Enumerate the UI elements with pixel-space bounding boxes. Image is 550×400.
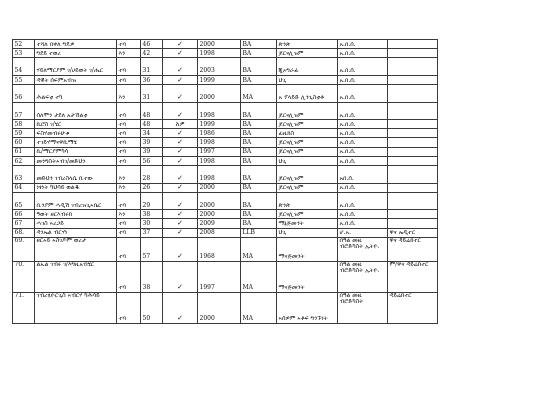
mark-text: አዎ xyxy=(175,119,185,128)
row-number: 52 xyxy=(13,40,35,49)
table-row xyxy=(13,183,438,192)
field-of-study: ጆርናሊዝም xyxy=(277,183,338,192)
employee-name: ገብረፂዮርጊስ ኣብርሃ ካሕሳይ xyxy=(35,292,117,323)
check-mark xyxy=(163,219,198,228)
row-number: 66 xyxy=(13,210,35,219)
age-cell: 39 xyxy=(141,147,163,156)
sex-cell: እን xyxy=(117,210,141,219)
table-row xyxy=(13,147,438,156)
institution-cell: አ.በ.ሰ. xyxy=(338,192,388,210)
check-icon: ✓ xyxy=(177,252,183,261)
check-mark xyxy=(163,49,198,58)
age-cell: 31 xyxy=(141,58,163,76)
sex-cell: ተባ xyxy=(117,237,141,261)
sex-cell: እን xyxy=(117,85,141,103)
degree-cell: MA xyxy=(241,292,277,323)
table-row xyxy=(13,58,438,76)
sex-cell: ተባ xyxy=(117,192,141,210)
sex-cell: እን xyxy=(117,166,141,184)
sex-cell: እን xyxy=(117,183,141,192)
check-icon: ✓ xyxy=(177,219,183,228)
employee-name: ኪሮስ ገ/ሄር xyxy=(35,120,117,129)
institution-cell: አ.በ.ሰ. xyxy=(338,120,388,129)
table-row xyxy=(13,228,438,237)
table-row xyxy=(13,49,438,58)
sex-cell: ተባ xyxy=(117,58,141,76)
sex-cell: ተባ xyxy=(117,129,141,138)
employee-name: ሃይለማርያም ገ/ሀይወት ገ/ሔር xyxy=(35,58,117,76)
field-of-study: ጆርናሊዝም xyxy=(277,138,338,147)
row-number: 53 xyxy=(13,49,35,58)
position-cell xyxy=(388,156,438,165)
employee-name: ሕልፍቲ ተካ xyxy=(35,85,117,103)
position-cell: ዋና ዳይሬክተር xyxy=(388,237,438,261)
check-mark xyxy=(163,147,198,156)
row-number: 60 xyxy=(13,138,35,147)
year-cell: 2000 xyxy=(198,210,241,219)
employee-name: ግደይ ተወረ xyxy=(35,49,117,58)
year-cell: 1999 xyxy=(198,120,241,129)
table-row xyxy=(13,237,438,261)
check-icon: ✓ xyxy=(177,314,183,323)
row-number: 69. xyxy=(13,237,35,261)
degree-cell: BA xyxy=(241,129,277,138)
age-cell: 36 xyxy=(141,75,163,84)
position-cell xyxy=(388,219,438,228)
sex-cell: ተባ xyxy=(117,147,141,156)
field-of-study: ጆርናሊዝም xyxy=(277,120,338,129)
employee-name: መድህን ገብረስላሴ ቢተው xyxy=(35,166,117,184)
year-cell: 1997 xyxy=(198,261,241,292)
row-number: 68. xyxy=(13,228,35,237)
employee-name: ሓገስ ኣረጋይ xyxy=(35,219,117,228)
year-cell: 1999 xyxy=(198,75,241,84)
sex-cell: ተባ xyxy=(117,138,141,147)
age-cell: 39 xyxy=(141,138,163,147)
employee-name: ዳንኤል ብርሃነ xyxy=(35,228,117,237)
employee-name: ዳዊት ሰፍምአብዝ xyxy=(35,75,117,84)
institution-cell: አ.በ.ሰ. xyxy=(338,40,388,49)
age-cell: 34 xyxy=(141,129,163,138)
employee-name: ዘርኣይ ኣስገዶም ወረታ xyxy=(35,237,117,261)
field-of-study: ጂኦግራፊ xyxy=(277,58,338,76)
institution-cell: አ.በ.ሰ. xyxy=(338,102,388,120)
institution-cell: አ.በ.ሰ. xyxy=(338,49,388,58)
degree-cell: BA xyxy=(241,75,277,84)
sex-cell: እን xyxy=(117,49,141,58)
field-of-study: ጆርናሊዝም xyxy=(277,102,338,120)
degree-cell: MA xyxy=(241,261,277,292)
row-number: 57 xyxy=(13,102,35,120)
field-of-study: ህጊ xyxy=(277,228,338,237)
row-number: 58 xyxy=(13,120,35,129)
year-cell: 1997 xyxy=(198,147,241,156)
table-row xyxy=(13,292,438,323)
institution-cell: በዓል መዚ ብሮድካስት ኢትዮ. xyxy=(338,237,388,261)
position-cell xyxy=(388,210,438,219)
row-number: 71. xyxy=(13,292,35,323)
check-mark xyxy=(163,40,198,49)
year-cell: 1998 xyxy=(198,49,241,58)
age-cell: 37 xyxy=(141,228,163,237)
sex-cell: ተባ xyxy=(117,292,141,323)
check-icon: ✓ xyxy=(177,283,183,292)
age-cell: 48 xyxy=(141,120,163,129)
table-row xyxy=(13,219,438,228)
year-cell: 2000 xyxy=(198,292,241,323)
employee-name: ዓወት ዘርእብሩክ xyxy=(35,210,117,219)
sex-cell: ተባ xyxy=(117,219,141,228)
check-mark xyxy=(163,120,198,129)
position-cell: ዳይሬክተር xyxy=(388,292,438,323)
employee-name: ተገይሃማናዋኪማሄ xyxy=(35,138,117,147)
row-number: 54 xyxy=(13,58,35,76)
position-cell xyxy=(388,40,438,49)
field-of-study: ጽንጽ xyxy=(277,192,338,210)
institution-cell: አ.በ.ሰ. xyxy=(338,129,388,138)
position-cell xyxy=(388,102,438,120)
row-number: 61 xyxy=(13,147,35,156)
age-cell: 29 xyxy=(141,192,163,210)
check-mark xyxy=(163,237,198,261)
year-cell: 1998 xyxy=(198,138,241,147)
check-icon: ✓ xyxy=(177,183,183,192)
check-icon: ✓ xyxy=(177,48,183,57)
position-cell xyxy=(388,85,438,103)
check-mark xyxy=(163,183,198,192)
check-icon: ✓ xyxy=(177,138,183,147)
position-cell xyxy=(388,166,438,184)
degree-cell: MA xyxy=(241,85,277,103)
position-cell xyxy=(388,183,438,192)
row-number: 70. xyxy=(13,261,35,292)
employee-name: መንግስትኣብገ/መድህን xyxy=(35,156,117,165)
year-cell: 2000 xyxy=(198,183,241,192)
position-cell xyxy=(388,75,438,84)
age-cell: 56 xyxy=(141,156,163,165)
sex-cell: ተባ xyxy=(117,40,141,49)
field-of-study: ጽንጽ xyxy=(277,40,338,49)
employee-name: ነፃነት ካህሳይ ወልዱ xyxy=(35,183,117,192)
employee-name: ተሻለ በቀለ ግዴዎ xyxy=(35,40,117,49)
row-number: 59 xyxy=(13,129,35,138)
sex-cell: ተባ xyxy=(117,228,141,237)
degree-cell: BA xyxy=(241,120,277,129)
age-cell: 38 xyxy=(141,261,163,292)
table-row xyxy=(13,120,438,129)
field-of-study: ህጊ xyxy=(277,75,338,84)
row-number: 63 xyxy=(13,166,35,184)
institution-cell: አ.በ.ሰ. xyxy=(338,210,388,219)
age-cell: 31 xyxy=(141,85,163,103)
age-cell: 46 xyxy=(141,40,163,49)
degree-cell: LLB xyxy=(241,228,277,237)
year-cell: 1968 xyxy=(198,237,241,261)
field-of-study: ህጊ xyxy=(277,156,338,165)
table-row xyxy=(13,156,438,165)
field-of-study: ጆርናሊዝም xyxy=(277,210,338,219)
institution-cell: አ.በ.ሰ. xyxy=(338,58,388,76)
position-cell xyxy=(388,147,438,156)
check-icon: ✓ xyxy=(177,147,183,156)
institution-cell: አ.በ.ሰ. xyxy=(338,147,388,156)
position-cell xyxy=(388,192,438,210)
employee-name: ቢንያም ሓዲሽ ገብረዝጊኣቤር xyxy=(35,192,117,210)
institution-cell: አ.በ.ሰ. xyxy=(338,138,388,147)
field-of-study: ፊዚክስ xyxy=(277,129,338,138)
table-row xyxy=(13,210,438,219)
age-cell: 57 xyxy=(141,237,163,261)
document-page xyxy=(6,39,544,324)
institution-cell: አ.በ.ሰ. xyxy=(338,219,388,228)
row-number: 56 xyxy=(13,85,35,103)
check-icon: ✓ xyxy=(177,209,183,218)
sex-cell: ተባ xyxy=(117,102,141,120)
institution-cell: አ.በ.ሰ. xyxy=(338,156,388,165)
check-mark xyxy=(163,58,198,76)
sex-cell: ተባ xyxy=(117,75,141,84)
degree-cell: BA xyxy=(241,40,277,49)
year-cell: 1998 xyxy=(198,166,241,184)
table-row xyxy=(13,138,438,147)
degree-cell: BA xyxy=(241,58,277,76)
field-of-study: ኣሰዎም ኣቶፍ ግንኙነት xyxy=(277,292,338,323)
year-cell: 1986 xyxy=(198,129,241,138)
employee-name: ሰለሞን ታደለ አታኸልቲ xyxy=(35,102,117,120)
check-icon: ✓ xyxy=(177,156,183,165)
degree-cell: BA xyxy=(241,49,277,58)
field-of-study: ጆርናሊዝም xyxy=(277,147,338,156)
table-row xyxy=(13,75,438,84)
row-number: 65 xyxy=(13,192,35,210)
age-cell: 38 xyxy=(141,210,163,219)
degree-cell: BA xyxy=(241,166,277,184)
position-cell xyxy=(388,120,438,129)
position-cell: ዋና ኤዲተር xyxy=(388,228,438,237)
year-cell: 1998 xyxy=(198,156,241,165)
check-icon: ✓ xyxy=(177,66,183,75)
age-cell: 28 xyxy=(141,166,163,184)
check-mark xyxy=(163,129,198,138)
table-row xyxy=(13,102,438,120)
check-mark xyxy=(163,85,198,103)
institution-cell: ሆ.አ. xyxy=(338,228,388,237)
sex-cell: ተባ xyxy=(117,156,141,165)
age-cell: 30 xyxy=(141,219,163,228)
institution-cell: አበ.ሰ. xyxy=(338,166,388,184)
field-of-study: ጆርናሊዝም xyxy=(277,166,338,184)
table-row xyxy=(13,192,438,210)
table-row xyxy=(13,261,438,292)
year-cell: 2000 xyxy=(198,85,241,103)
institution-cell: በዓል መዚ ብሮድካስት xyxy=(338,292,388,323)
check-icon: ✓ xyxy=(177,174,183,183)
field-of-study: ማናጅመንት xyxy=(277,261,338,292)
check-mark xyxy=(163,192,198,210)
check-mark xyxy=(163,102,198,120)
year-cell: 2000 xyxy=(198,192,241,210)
degree-cell: BA xyxy=(241,156,277,165)
age-cell: 50 xyxy=(141,292,163,323)
age-cell: 26 xyxy=(141,183,163,192)
check-icon: ✓ xyxy=(177,39,183,48)
field-of-study: ማናጅመንት xyxy=(277,237,338,261)
degree-cell: BA xyxy=(241,183,277,192)
field-of-study: ማኔጅመንት xyxy=(277,219,338,228)
institution-cell: በዓል መዚ ብሮድካስት ኢትዮ. xyxy=(338,261,388,292)
degree-cell: BA xyxy=(241,138,277,147)
check-mark xyxy=(163,166,198,184)
personnel-table xyxy=(12,39,438,324)
year-cell: 1998 xyxy=(198,102,241,120)
check-mark xyxy=(163,75,198,84)
year-cell: 2008 xyxy=(198,228,241,237)
check-icon: ✓ xyxy=(177,200,183,209)
employee-name: ልኡል ገብሩ ገ/እግዚአብሄር xyxy=(35,261,117,292)
check-mark xyxy=(163,228,198,237)
sex-cell: ተባ xyxy=(117,120,141,129)
degree-cell: BA xyxy=(241,192,277,210)
table-row xyxy=(13,40,438,49)
field-of-study: አ ፕላይድ ሊንጊስቲቶ xyxy=(277,85,338,103)
check-icon: ✓ xyxy=(177,75,183,84)
age-cell: 48 xyxy=(141,102,163,120)
check-icon: ✓ xyxy=(177,228,183,237)
row-number: 64 xyxy=(13,183,35,192)
degree-cell: BA xyxy=(241,102,277,120)
check-mark xyxy=(163,138,198,147)
year-cell: 2000 xyxy=(198,40,241,49)
check-icon: ✓ xyxy=(177,93,183,102)
check-mark xyxy=(163,261,198,292)
degree-cell: BA xyxy=(241,219,277,228)
table-row xyxy=(13,85,438,103)
institution-cell: አ.በ.ሰ. xyxy=(338,75,388,84)
employee-name: ፍስሃመብሩሁቱ xyxy=(35,129,117,138)
institution-cell: አ.በ.ሰ. xyxy=(338,85,388,103)
position-cell xyxy=(388,58,438,76)
position-cell xyxy=(388,138,438,147)
row-number: 55 xyxy=(13,75,35,84)
field-of-study: ጆርናሊዝም xyxy=(277,49,338,58)
year-cell: 2003 xyxy=(198,58,241,76)
degree-cell: MA xyxy=(241,237,277,261)
position-cell xyxy=(388,49,438,58)
age-cell: 42 xyxy=(141,49,163,58)
degree-cell: BA xyxy=(241,147,277,156)
check-mark xyxy=(163,156,198,165)
employee-name: ኪ/ማርያምካሳ xyxy=(35,147,117,156)
position-cell xyxy=(388,129,438,138)
check-mark xyxy=(163,210,198,219)
degree-cell: BA xyxy=(241,210,277,219)
check-mark xyxy=(163,292,198,323)
table-row xyxy=(13,129,438,138)
position-cell: ም/ዋና ዳይሬክተር xyxy=(388,261,438,292)
check-icon: ✓ xyxy=(177,110,183,119)
sex-cell: ተባ xyxy=(117,261,141,292)
institution-cell: አ.በ.ሰ. xyxy=(338,183,388,192)
row-number: 67 xyxy=(13,219,35,228)
year-cell: 2009 xyxy=(198,219,241,228)
table-row xyxy=(13,166,438,184)
check-icon: ✓ xyxy=(177,129,183,138)
row-number: 62 xyxy=(13,156,35,165)
